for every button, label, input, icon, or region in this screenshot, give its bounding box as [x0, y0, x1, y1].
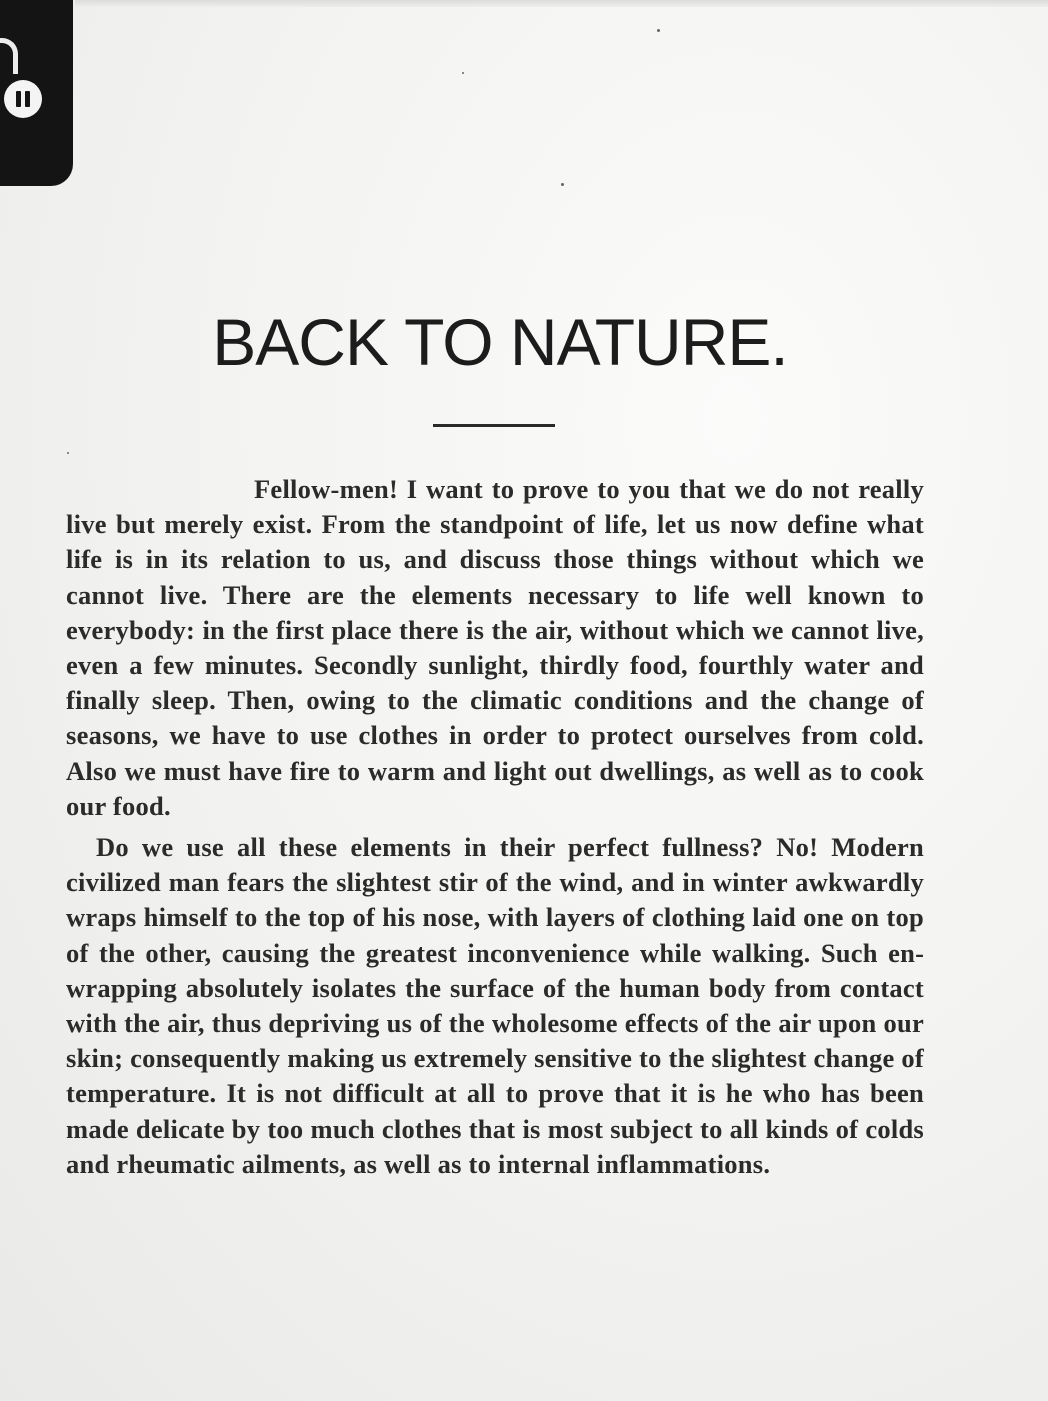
dust-speck [462, 72, 464, 74]
paragraph-2: Do we use all these elements in their perfect fullness? No! Modern civilized man fears the slightest stir of the wind, and in winter awkwardly wraps himself to the top of his nose, with layers of clothing laid one on top of the other, causing the greatest inconvenience while walking. Such enwrapping absolutely isolates the surface of the human body from contact with the air, thus depriving us of the wholesome effects of the air upon our skin; consequently making us extremely sensitive to the slightest change of temperature. It is not difficult at all to prove that it is he who has been made delicate by too much clothes that is most subject to all kinds of colds and rheumatic ailments, as well as to internal inflammations. [66, 832, 924, 1179]
dust-speck [657, 29, 660, 32]
title-divider [433, 424, 555, 427]
page-top-edge [75, 0, 1048, 7]
body-text [66, 472, 924, 1182]
media-overlay-tab[interactable] [0, 0, 73, 186]
dust-speck [561, 183, 564, 186]
page-title: BACK TO NATURE. [212, 305, 788, 379]
pause-bar-left [16, 91, 21, 107]
hook-icon[interactable] [0, 38, 18, 74]
pause-bar-right [25, 91, 30, 107]
paragraph-1: Fellow-men! I want to prove to you that we do not really live but merely exist. From the standpoint of life, let us now define what life is in its relation to us, and discuss those things without which we cannot live. There are the elements necessary to life well known to everybody: in the first place there is the air, without which we cannot live, even a few minutes. Secondly sunlight, thirdly food, fourthly water and finally sleep. Then, owing to the climatic conditions and the change of seasons, we have to use clothes in order to protect ourselves from cold. Also we must have fire to warm and light out dwellings, as well as to cook our food. [66, 474, 924, 821]
dust-speck [67, 452, 69, 454]
pause-icon[interactable] [4, 80, 42, 118]
